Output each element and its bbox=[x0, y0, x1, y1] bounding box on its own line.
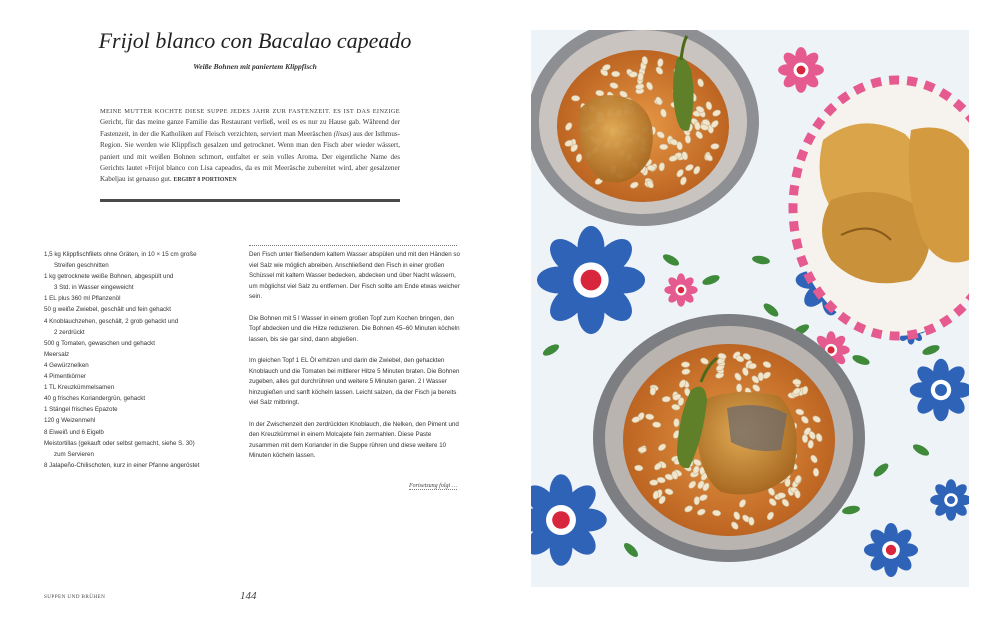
ingredient-text: 8 Eiweiß und 6 Eigelb bbox=[44, 428, 104, 436]
ingredient-item bbox=[44, 371, 244, 382]
intro-text-part-1: Gericht, für das meine ganze Familie das Restaurant verließ, weil es es nur zu Hause gab. Während der Fastenzeit, in der die Katholiken auf Fleisch verzichten, serviert man Meeräschen bbox=[100, 118, 400, 138]
ingredient-item bbox=[44, 404, 244, 415]
bean bbox=[807, 440, 813, 449]
bean bbox=[611, 71, 620, 77]
ingredient-text: 1 TL Kreuzkümmelsamen bbox=[44, 384, 115, 392]
ingredient-list bbox=[44, 249, 244, 471]
ingredient-item bbox=[44, 438, 244, 460]
bean bbox=[660, 144, 668, 150]
ingredient-text: 4 Knoblauchzehen, geschält, 2 grob gehackt und bbox=[44, 317, 179, 325]
ingredient-text: 50 g weiße Zwiebel, geschält und fein gehackt bbox=[44, 306, 171, 314]
bean bbox=[685, 135, 691, 144]
bean-soup-bowl-bottom bbox=[593, 314, 865, 562]
bean bbox=[681, 362, 689, 368]
ingredient-item bbox=[44, 460, 244, 471]
ingredient-text: 120 g Weizenmehl bbox=[44, 417, 96, 425]
bean bbox=[652, 421, 661, 427]
method-step: Den Fisch unter fließendem kaltem Wasser abspülen und mit den Händen so viel Salz wie möglich abreiben. Anschließend den Fisch in einer großen Schüssel mit kaltem Wasser bedecken, abdecken und über Nacht wässern, um möglichst viel Salz zu entfernen. Der Fisch sollte am Ende etwas weicher sein. bbox=[249, 251, 460, 301]
ingredient-text: 1,5 kg Klippfischfilets ohne Gräten, in 10 × 15 cm große bbox=[44, 251, 197, 258]
ingredient-continuation: zum Servieren bbox=[54, 450, 94, 458]
intro-lisas: (lisas) bbox=[333, 129, 352, 138]
intro-text-part-2: aus der Isthmus-Region. Sie werden wie Klippfisch gesalzen und getrocknet. Wenn man den Fisch aber wieder wässert, paniert und mit weißen Bohnen schmort, entfaltet er sein volles Aroma. Der eigentliche Name des Gerichts lautet »Frijol blanco con Lisa capeados, da es mit Meeräsche zubereitet wird, aber gesalzener Kabeljau ist genauso gut. bbox=[100, 129, 400, 184]
method-steps bbox=[249, 250, 461, 472]
ingredient-continuation: Streifen geschnitten bbox=[54, 262, 109, 270]
bean bbox=[638, 447, 646, 453]
ingredient-item bbox=[44, 249, 244, 271]
continued-note bbox=[249, 483, 457, 489]
tablecloth-flower bbox=[664, 273, 697, 306]
ingredient-item bbox=[44, 415, 244, 426]
ingredient-text: 8 Jalapeño-Chilischoten, kurz in einer Pfanne angeröstet bbox=[44, 461, 200, 469]
bean bbox=[647, 165, 656, 171]
bean bbox=[802, 434, 808, 443]
recipe-intro bbox=[100, 106, 400, 187]
bean bbox=[629, 71, 638, 77]
ingredient-text: 4 Gewürznelken bbox=[44, 361, 89, 369]
ingredient-text: 4 Pimentkörner bbox=[44, 373, 86, 381]
ingredient-text: 500 g Tomaten, gewaschen und gehackt bbox=[44, 339, 155, 347]
ingredient-text: Meersalz bbox=[44, 350, 70, 358]
bean bbox=[813, 468, 819, 477]
ingredient-item bbox=[44, 304, 244, 315]
bean bbox=[736, 384, 742, 392]
ingredient-text: 1 Stängel frisches Epazote bbox=[44, 406, 118, 414]
footer-section-title: SUPPEN UND BRÜHEN bbox=[44, 594, 106, 600]
recipe-subtitle: Weiße Bohnen mit paniertem Klippfisch bbox=[193, 62, 317, 71]
steps-divider bbox=[249, 245, 457, 246]
ingredient-item bbox=[44, 316, 244, 338]
fried-fish-plate bbox=[793, 80, 969, 336]
bean bbox=[637, 72, 643, 81]
ingredient-item bbox=[44, 349, 244, 360]
tablecloth-flower bbox=[537, 226, 645, 334]
continued-text: Fortsetzung folgt … bbox=[408, 483, 457, 489]
ingredient-item bbox=[44, 293, 244, 304]
ingredient-text: 1 EL plus 360 ml Pflanzenöl bbox=[44, 295, 121, 303]
ingredient-item bbox=[44, 393, 244, 404]
ingredient-item bbox=[44, 360, 244, 371]
bean bbox=[748, 363, 757, 369]
ingredient-text: 1 kg getrocknete weiße Bohnen, abgespült und bbox=[44, 273, 174, 281]
bean bbox=[662, 396, 671, 402]
tablecloth-flower bbox=[864, 523, 918, 577]
bean bbox=[710, 143, 719, 149]
recipe-yield: ERGIBT 8 PORTIONEN bbox=[173, 177, 237, 184]
food-photo bbox=[531, 30, 969, 587]
tablecloth-flower bbox=[778, 47, 824, 93]
ingredient-text: 40 g frisches Koriandergrün, gehackt bbox=[44, 395, 146, 403]
bean bbox=[673, 418, 679, 427]
bean bbox=[777, 493, 785, 499]
method-step: Die Bohnen mit 5 l Wasser in einem großen Topf zum Kochen bringen, den Topf abdecken und die Hitze reduzieren. Die Bohnen 45–60 Minuten köcheln lassen, bis sie gar sind, dann abgießen. bbox=[249, 314, 460, 343]
page-number: 144 bbox=[240, 590, 257, 602]
bean bbox=[650, 387, 656, 396]
ingredient-item bbox=[44, 338, 244, 349]
ingredient-item bbox=[44, 271, 244, 293]
ingredient-item bbox=[44, 382, 244, 393]
recipe-title: Frijol blanco con Bacalao capeado bbox=[98, 28, 412, 53]
method-step: Im gleichen Topf 1 EL Öl erhitzen und darin die Zwiebel, den gehackten Knoblauch und die Tomaten bei mittlerer Hitze 5 Minuten braten. Die Bohnen zugeben, alles gut durchrühren und weitere 5 Minuten garen. 2 l Wasser hinzugießen und sanft köcheln lassen. Leicht salzen, da der Fisch ja bereits viel Salz mitbringt. bbox=[249, 356, 460, 407]
ingredient-text: Meistortillas (gekauft oder selbst gemacht, siehe S. 30) bbox=[44, 439, 195, 447]
food-photo-icon bbox=[531, 30, 969, 587]
intro-divider bbox=[100, 199, 400, 202]
ingredient-continuation: 3 Std. in Wasser eingeweicht bbox=[54, 284, 134, 292]
ingredient-continuation: 2 zerdrückt bbox=[54, 328, 85, 336]
intro-lead: MEINE MUTTER KOCHTE DIESE SUPPE JEDES JAHR ZUR FASTENZEIT. ES IST DAS EINZIGE bbox=[100, 108, 400, 115]
ingredient-item bbox=[44, 427, 244, 438]
bean bbox=[571, 95, 580, 101]
method-step: In der Zwischenzeit den zerdrückten Knoblauch, die Nelken, den Piment und den Kreuzkümmel in einem Molcajete fein zermahlen. Diese Paste zusammen mit dem Koriander in die Suppe rühren und diese weitere 10 Minuten köcheln lassen. bbox=[249, 420, 459, 460]
bean bbox=[694, 496, 700, 505]
bean bbox=[650, 480, 658, 486]
